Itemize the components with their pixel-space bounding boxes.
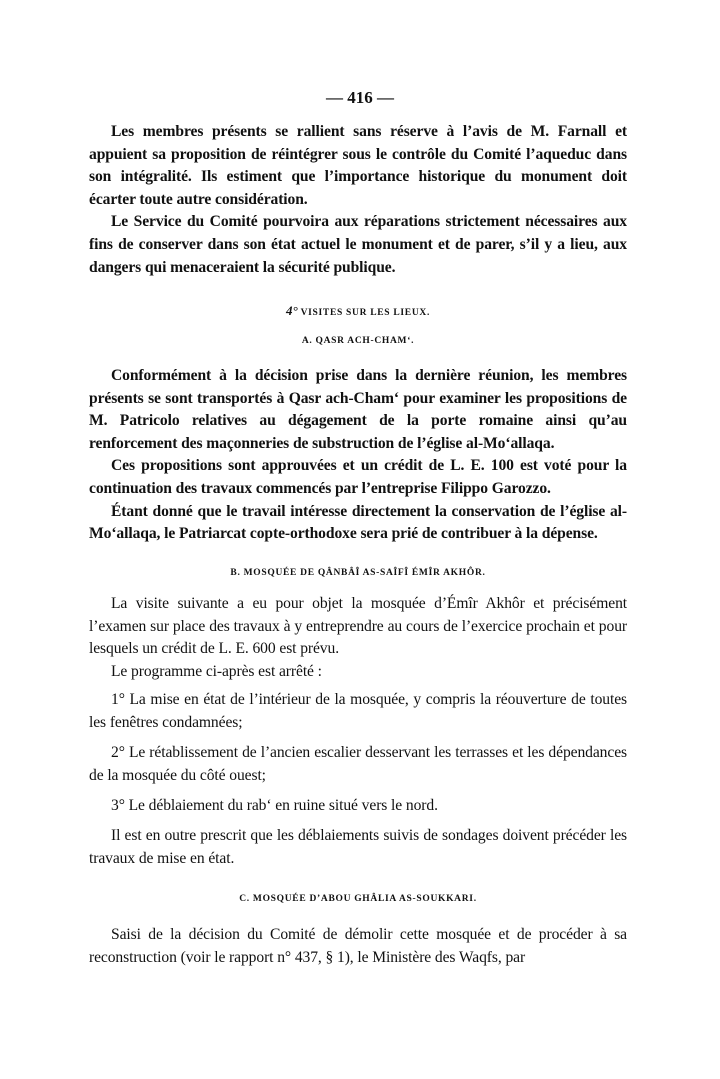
page-number: — 416 — (326, 88, 394, 107)
programme-item-3: 3° Le déblaiement du rab‘ en ruine situé vers le nord. (111, 797, 438, 814)
programme-item-1: 1° La mise en état de l’intérieur de la mosquée, y compris la réouverture de toutes les fenêtres condamnées; (89, 691, 627, 731)
heading-emir-letter: B. (230, 568, 241, 578)
heading-qasr-text: QASR ACH-CHAM‘. (315, 336, 415, 346)
section-abou-ghalia (89, 924, 627, 969)
paragraph-repairs: Le Service du Comité pourvoira aux réparations strictement nécessaires aux fins de conserver dans son état actuel le monument et de parer, s’il y a lieu, aux dangers qui menaceraient la sécurité publique. (89, 213, 627, 276)
heading-site-visits (89, 303, 627, 319)
heading-abou-text: MOSQUÉE D’ABOU GHÂLIA AS-SOUKKARI. (252, 894, 477, 904)
heading-qasr-letter: A. (301, 336, 313, 346)
section-emir-akhor (89, 593, 627, 683)
heading-emir-text: MOSQUÉE DE QÂNBÂÎ AS-SAÎFÎ ÉMÎR AKHÔR. (243, 568, 486, 578)
heading-mosquee-abou-ghalia (89, 894, 627, 904)
programme-list-2 (89, 742, 627, 787)
paragraph-patriarcat: Étant donné que le travail intéresse directement la conservation de l’église al-Mo‘allaqa, le Patriarcat copte-orthodoxe sera prié de contribuer à la dépense. (89, 502, 627, 543)
paragraph-visit-qasr: Conformément à la décision prise dans la dernière réunion, les membres présents se sont transportés à Qasr ach-Cham‘ pour examiner les propositions de M. Patricolo relatives au dégagement de la porte romaine ainsi qu’au renforcement des maçonneries de substruction de l’église al-Mo‘allaqa. (89, 367, 627, 452)
paragraph-prescription: Il est en outre prescrit que les déblaiements suivis de sondages doivent précéder les travaux de mise en état. (89, 827, 627, 867)
heading-site-visits-number: 4° (285, 303, 298, 318)
programme-list (89, 689, 627, 734)
section-committee-decision (89, 121, 627, 279)
heading-site-visits-text: VISITES SUR LES LIEUX. (300, 308, 431, 318)
programme-list-3 (89, 795, 627, 818)
section-prescription (89, 825, 627, 870)
heading-mosquee-emir-akhor (89, 568, 627, 578)
section-qasr-ach-cham (89, 365, 627, 546)
paragraph-credit-100: Ces propositions sont approuvées et un crédit de L. E. 100 est voté pour la continuation des travaux commencés par l’entreprise Filippo Garozzo. (89, 457, 627, 497)
paragraph-visit-emir: La visite suivante a eu pour objet la mosquée d’Émîr Akhôr et précisément l’examen sur place des travaux à y entreprendre au cours de l’exercice prochain et pour lesquels un crédit de L. E. 600 est prévu. (89, 595, 627, 658)
paragraph-waqfs: Saisi de la décision du Comité de démolir cette mosquée et de procéder à sa reconstruction (voir le rapport n° 437, § 1), le Ministère des Waqfs, par (89, 926, 627, 966)
paragraph-aqueduct: Les membres présents se rallient sans réserve à l’avis de M. Farnall et appuient sa proposition de réintégrer sous le contrôle du Comité l’aqueduc dans son intégralité. Ils estiment que l’importance historique du monument doit écarter toute autre considération. (89, 123, 627, 208)
heading-qasr-ach-cham (89, 336, 627, 346)
heading-abou-letter: C. (239, 894, 250, 904)
paragraph-programme: Le programme ci-après est arrêté : (111, 662, 322, 680)
programme-item-2: 2° Le rétablissement de l’ancien escalier desservant les terrasses et les dépendances de la mosquée du côté ouest; (89, 744, 627, 784)
